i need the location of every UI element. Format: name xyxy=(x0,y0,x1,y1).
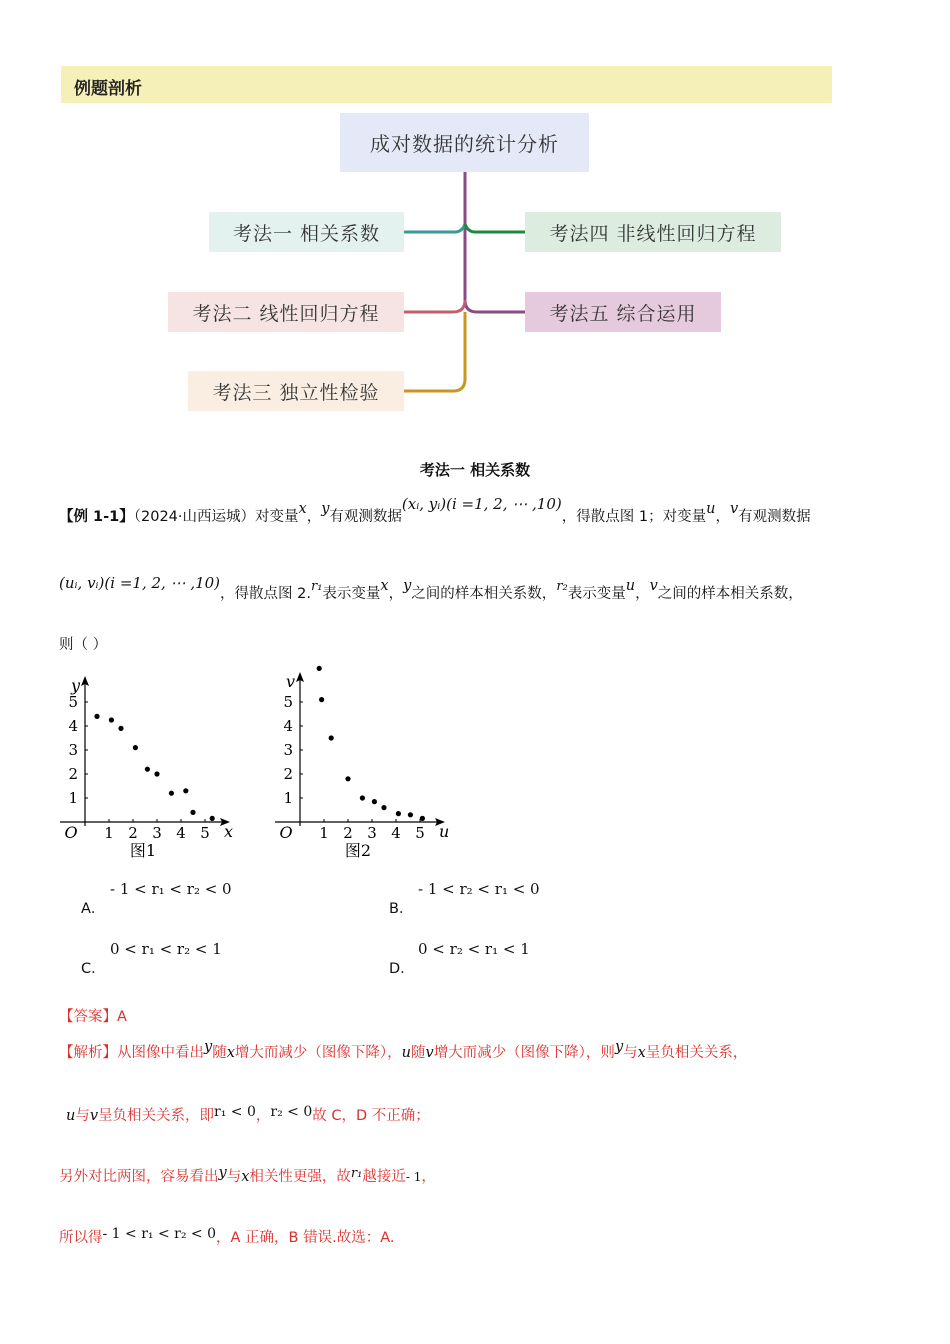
analysis-text: 与 xyxy=(75,1108,90,1124)
var-v: v xyxy=(89,1108,99,1124)
data-point xyxy=(169,791,174,796)
mindmap-method-1: 考法一 相关系数 xyxy=(209,212,404,252)
mindmap-method-2: 考法二 线性回归方程 xyxy=(168,292,404,332)
analysis-text: 增大而减少（图像下降），则 xyxy=(433,1045,615,1061)
mindmap-root: 成对数据的统计分析 xyxy=(340,113,589,172)
data-point xyxy=(345,776,350,781)
analysis-text: 越接近 xyxy=(362,1169,406,1185)
data-point xyxy=(317,666,322,671)
x-tick-label: 2 xyxy=(128,824,138,842)
connector-m3 xyxy=(404,312,465,391)
x-tick-label: 1 xyxy=(319,824,329,842)
origin-label: O xyxy=(279,823,293,842)
analysis-text: ，A 正确，B 错误.故选：A. xyxy=(216,1230,395,1246)
data-point xyxy=(396,811,401,816)
example-text: ， xyxy=(715,509,730,525)
y-tick-label: 2 xyxy=(68,765,78,783)
var-v: v xyxy=(649,578,658,594)
example-text: 之间的样本相关系数， xyxy=(411,586,557,602)
var-x: x xyxy=(226,1045,235,1061)
var-u: u xyxy=(625,578,636,594)
example-line-1 xyxy=(59,495,811,526)
data-point xyxy=(94,714,99,719)
answer-line xyxy=(59,1005,127,1026)
data-point xyxy=(210,816,215,821)
analysis-text: 相关性更强，故 xyxy=(249,1169,351,1185)
figure-caption: 图1 xyxy=(129,841,157,860)
method-subtitle: 考法一 相关系数 xyxy=(419,461,531,479)
data-point xyxy=(183,788,188,793)
var-v: v xyxy=(425,1045,434,1061)
x-tick-label: 4 xyxy=(176,824,186,842)
option-d-letter[interactable]: D． xyxy=(389,961,415,977)
analysis-line-1 xyxy=(59,1041,747,1062)
option-b-letter[interactable]: B． xyxy=(389,901,414,917)
option-a-letter[interactable]: A． xyxy=(81,901,106,917)
x-tick-label: 4 xyxy=(391,824,401,842)
analysis-text: 所以得 xyxy=(59,1230,103,1246)
r1-negative: r₁ < 0 xyxy=(214,1104,256,1120)
scatter-figure-1 xyxy=(55,670,245,865)
figure-caption: 图2 xyxy=(344,841,372,860)
example-text: ， xyxy=(635,586,650,602)
data-point xyxy=(372,799,377,804)
y-tick-label: 4 xyxy=(283,717,293,735)
y-tick-label: 5 xyxy=(68,693,78,711)
connector-m5 xyxy=(465,172,525,312)
analysis-line-3 xyxy=(59,1165,436,1186)
analysis-line-4 xyxy=(59,1226,394,1247)
x-axis-label: x xyxy=(224,822,234,841)
y-tick-label: 3 xyxy=(68,741,78,759)
example-label: 【例 1-1】 xyxy=(59,509,134,525)
var-x: x xyxy=(298,501,307,517)
var-x: x xyxy=(637,1045,646,1061)
data-xy: (xᵢ, yᵢ)(i =1, 2, ⋯ ,10) xyxy=(401,495,562,513)
y-tick-label: 5 xyxy=(283,693,293,711)
x-tick-label: 5 xyxy=(415,824,425,842)
y-tick-label: 4 xyxy=(68,717,78,735)
final-inequality: - 1 < r₁ < r₂ < 0 xyxy=(102,1226,216,1242)
example-text: 有观测数据 xyxy=(738,509,811,525)
var-y: y xyxy=(403,578,412,594)
x-tick-label: 3 xyxy=(367,824,377,842)
option-c-math[interactable]: 0 < r₁ < r₂ < 1 xyxy=(110,940,222,958)
y-tick-label: 3 xyxy=(283,741,293,759)
r2-negative: r₂ < 0 xyxy=(270,1104,313,1120)
example-source: （2024·山西运城） xyxy=(133,509,256,525)
analysis-text: 随 xyxy=(410,1045,426,1061)
example-text: ， xyxy=(388,586,404,602)
var-x: x xyxy=(241,1169,250,1185)
x-axis-label: u xyxy=(439,822,450,841)
y-axis-label: v xyxy=(286,672,296,691)
mindmap-method-4: 考法四 非线性回归方程 xyxy=(525,212,781,252)
mindmap-method-5: 考法五 综合运用 xyxy=(525,292,721,332)
connector-m1 xyxy=(404,224,465,232)
analysis-text: 呈负相关关系，即 xyxy=(98,1108,215,1124)
var-r2: r₂ xyxy=(556,579,568,594)
example-text: ，得散点图 1；对变量 xyxy=(561,509,707,525)
analysis-text: 故 C，D 不正确； xyxy=(312,1108,430,1124)
data-point xyxy=(408,812,413,817)
data-point xyxy=(145,767,150,772)
analysis-text: 随 xyxy=(212,1045,227,1061)
origin-label: O xyxy=(64,823,78,842)
example-text: 对变量 xyxy=(255,509,299,525)
option-a-math[interactable]: - 1 < r₁ < r₂ < 0 xyxy=(110,880,232,898)
section-title: 例题剖析 xyxy=(74,79,142,99)
data-point xyxy=(360,795,365,800)
mindmap-connectors xyxy=(0,0,950,440)
var-y: y xyxy=(218,1165,227,1181)
analysis-text: 与 xyxy=(623,1045,638,1061)
data-point xyxy=(329,735,334,740)
example-line-2 xyxy=(59,574,803,603)
data-point xyxy=(154,771,159,776)
answer-label: 【答案】 xyxy=(59,1009,117,1025)
example-text: 之间的样本相关系数， xyxy=(657,586,803,602)
analysis-label: 【解析】 xyxy=(59,1045,117,1061)
data-point xyxy=(381,805,386,810)
data-uv: (uᵢ, vᵢ)(i =1, 2, ⋯ ,10) xyxy=(59,574,221,592)
var-y: y xyxy=(614,1039,624,1055)
example-text: ，得散点图 2. xyxy=(220,586,311,602)
analysis-text: ， xyxy=(255,1108,271,1124)
example-text: ， xyxy=(306,509,322,525)
example-text: 表示变量 xyxy=(322,586,381,602)
analysis-text: 呈负相关关系， xyxy=(645,1045,748,1061)
mindmap-method-3: 考法三 独立性检验 xyxy=(188,371,404,411)
var-u: u xyxy=(66,1108,76,1124)
option-b-math[interactable]: - 1 < r₂ < r₁ < 0 xyxy=(418,880,540,898)
example-text: 则（ ） xyxy=(59,637,108,653)
data-point xyxy=(118,726,123,731)
x-tick-label: 1 xyxy=(104,824,114,842)
x-tick-label: 3 xyxy=(152,824,162,842)
var-y: y xyxy=(204,1039,213,1055)
analysis-text: 与 xyxy=(226,1169,242,1185)
analysis-text: 增大而减少（图像下降）， xyxy=(234,1045,402,1061)
y-tick-label: 1 xyxy=(283,789,293,807)
var-u: u xyxy=(706,501,716,517)
analysis-line-2 xyxy=(66,1104,430,1125)
x-tick-label: 2 xyxy=(343,824,353,842)
y-tick-label: 1 xyxy=(68,789,78,807)
var-y: y xyxy=(321,501,330,517)
option-d-math[interactable]: 0 < r₂ < r₁ < 1 xyxy=(418,940,530,958)
answer-value: A xyxy=(117,1009,127,1025)
data-point xyxy=(420,816,425,821)
data-point xyxy=(109,717,114,722)
data-point xyxy=(319,697,324,702)
option-c-letter[interactable]: C． xyxy=(81,961,106,977)
negative-one: - 1 xyxy=(405,1170,422,1184)
data-point xyxy=(190,810,195,815)
connector-m2 xyxy=(404,300,465,312)
analysis-text: 另外对比两图，容易看出 xyxy=(59,1169,219,1185)
analysis-text: ， xyxy=(421,1169,436,1185)
data-point xyxy=(133,745,138,750)
var-u: u xyxy=(401,1045,411,1061)
example-line-3 xyxy=(59,633,107,654)
var-v: v xyxy=(729,501,739,517)
x-tick-label: 5 xyxy=(200,824,210,842)
connector-m4 xyxy=(465,224,525,232)
example-text: 有观测数据 xyxy=(329,509,402,525)
var-r1: r₁ xyxy=(310,579,323,594)
var-x: x xyxy=(380,578,389,594)
analysis-text: 从图像中看出 xyxy=(117,1045,204,1061)
var-r1: r₁ xyxy=(350,1166,363,1181)
example-text: 表示变量 xyxy=(567,586,626,602)
y-tick-label: 2 xyxy=(283,765,293,783)
y-axis-label: y xyxy=(71,676,81,695)
scatter-figure-2 xyxy=(270,660,460,865)
